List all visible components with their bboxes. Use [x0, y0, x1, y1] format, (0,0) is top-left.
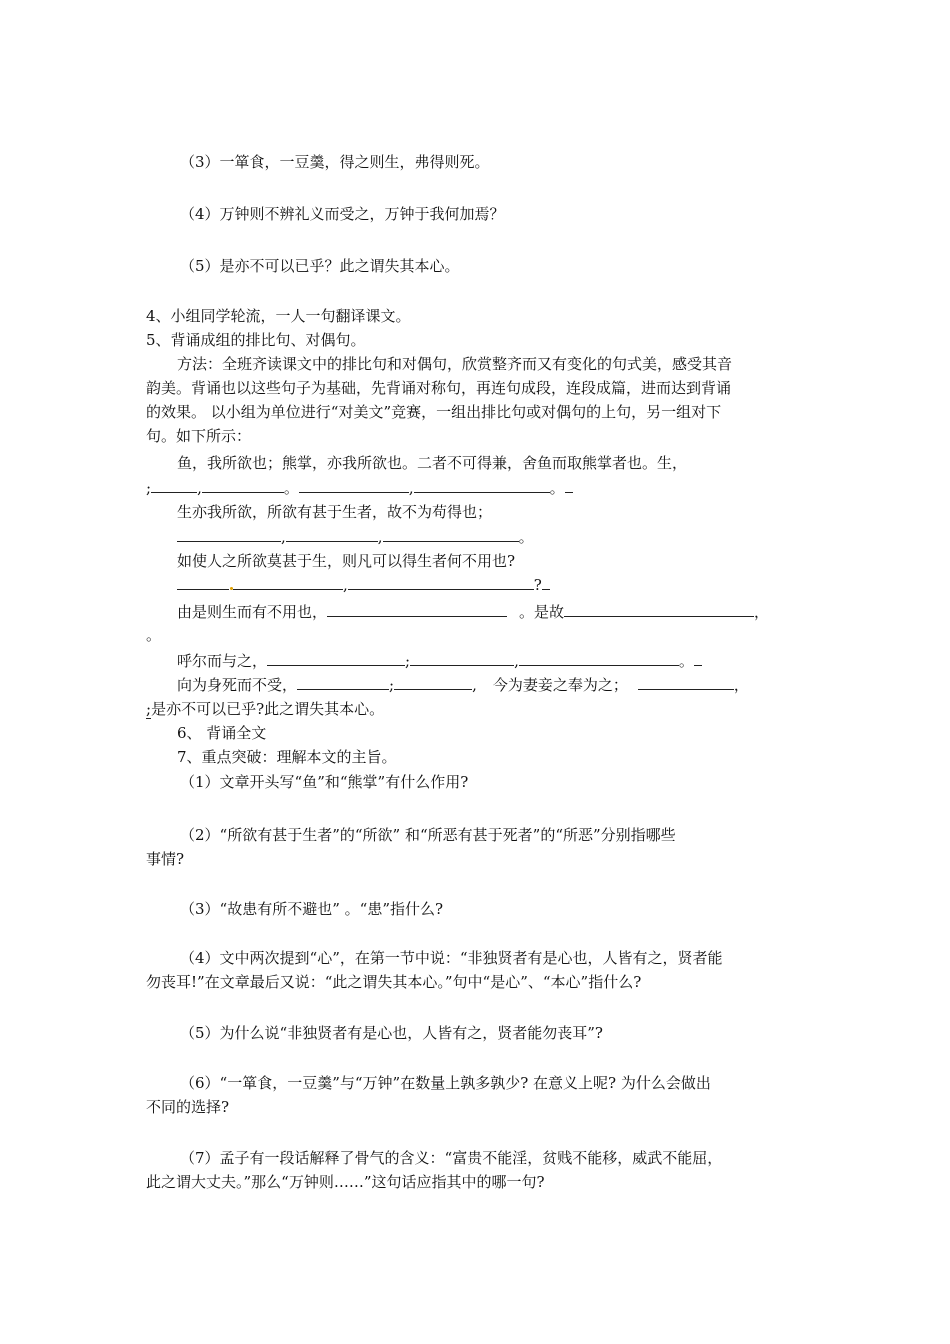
fill-line-9[interactable] — [177, 650, 702, 671]
punct: , — [472, 676, 477, 694]
punct: 。 — [678, 652, 694, 670]
text: 今为妻妾之奉为之； — [492, 676, 628, 694]
fill-line-4[interactable] — [177, 526, 534, 547]
fill-line-5: 如使人之所欲莫甚于生，则凡可以得生者何不用也? — [177, 552, 516, 570]
blank[interactable] — [410, 650, 514, 666]
punct: ; — [146, 700, 152, 718]
step-6: 6、 背诵全文 — [177, 724, 267, 742]
punct: , — [408, 479, 414, 497]
punct: , — [281, 528, 286, 546]
q7-3: （3）“故患有所不避也” 。“患”指什么? — [180, 900, 444, 918]
q7-5: （5）为什么说“非独贤者有是心也，人皆有之，贤者能勿丧耳”? — [180, 1024, 603, 1042]
fill-line-11 — [146, 699, 384, 719]
punct: 。 — [518, 528, 534, 546]
blank[interactable] — [383, 526, 519, 542]
text: ， — [733, 676, 749, 694]
blank[interactable] — [348, 574, 534, 590]
blank[interactable] — [286, 526, 378, 542]
blank[interactable] — [299, 477, 409, 493]
step-4: 4、小组同学轮流，一人一句翻译课文。 — [146, 307, 411, 325]
punct: ? — [533, 576, 542, 594]
question-3-top: （3）一箪食，一豆羹，得之则生，弗得则死。 — [180, 153, 490, 171]
fill-line-2[interactable] — [146, 477, 573, 498]
q7-7-line-2: 此之谓大丈夫。”那么“万钟则……”这句话应指其中的哪一句? — [146, 1173, 545, 1191]
blank[interactable] — [233, 574, 343, 590]
text: 是亦不可以已乎?此之谓失其本心。 — [151, 700, 385, 718]
step-7: 7、重点突破：理解本文的主旨。 — [177, 748, 397, 766]
blank[interactable] — [542, 574, 550, 590]
blank[interactable] — [297, 674, 389, 690]
text: 向为身死而不受， — [177, 676, 298, 694]
punct: , — [377, 528, 383, 546]
blank[interactable] — [694, 650, 702, 666]
punct: , — [514, 652, 519, 670]
blank[interactable] — [177, 574, 229, 590]
question-4-top: （4）万钟则不辨礼义而受之，万钟于我何加焉？ — [180, 205, 505, 223]
method-line-2: 韵美。背诵也以这些句子为基础，先背诵对称句，再连句成段，连段成篇，进而达到背诵 — [146, 379, 732, 397]
q7-6-line-2: 不同的选择? — [146, 1098, 230, 1116]
fill-line-10[interactable] — [177, 674, 749, 695]
punct: 。 — [549, 479, 565, 497]
q7-7-line-1: （7）孟子有一段话解释了骨气的含义：“富贵不能淫，贫贱不能移，威武不能屈， — [180, 1149, 723, 1167]
blank[interactable] — [414, 477, 550, 493]
method-line-1: 方法：全班齐读课文中的排比句和对偶句，欣赏整齐而又有变化的句式美，感受其音 — [177, 355, 733, 373]
q7-1: （1）文章开头写“鱼”和“熊掌”有什么作用? — [180, 773, 469, 791]
punct: 。 — [283, 479, 299, 497]
blank[interactable] — [565, 477, 573, 493]
punct: , — [343, 576, 348, 594]
blank[interactable] — [327, 601, 507, 617]
text: ， — [754, 603, 770, 621]
punct: ; — [389, 676, 395, 694]
blank[interactable] — [638, 674, 734, 690]
step-5: 5、背诵成组的排比句、对偶句。 — [146, 331, 366, 349]
fill-line-7[interactable] — [177, 601, 769, 622]
q7-2-line-2: 事情? — [146, 850, 185, 868]
blank[interactable] — [519, 650, 679, 666]
q7-4-line-1: （4）文中两次提到“心”，在第一节中说：“非独贤者有是心也，人皆有之，贤者能 — [180, 949, 723, 967]
q7-6-line-1: （6）“一箪食，一豆羹”与“万钟”在数量上孰多孰少? 在意义上呢? 为什么会做出 — [180, 1074, 711, 1092]
q7-4-line-2: 勿丧耳!”在文章最后又说：“此之谓失其本心。”句中“是心”、“本心”指什么? — [146, 973, 642, 991]
text: 由是则生而有不用也， — [177, 603, 328, 621]
punct: ; — [405, 652, 411, 670]
blank[interactable] — [394, 674, 472, 690]
method-line-4: 句。如下所示： — [146, 427, 252, 445]
fill-line-3: 生亦我所欲，所欲有甚于生者，故不为苟得也； — [177, 503, 493, 521]
text: 。是故 — [519, 603, 565, 621]
punct: , — [197, 479, 202, 497]
fill-line-8: 。 — [146, 626, 162, 644]
blank[interactable] — [564, 601, 754, 617]
blank[interactable] — [177, 526, 281, 542]
q7-2-line-1: （2）“所欲有甚于生者”的“所欲” 和“所恶有甚于死者”的“所恶”分别指哪些 — [180, 826, 676, 844]
method-line-3: 的效果。 以小组为单位进行“对美文”竞赛，一组出排比句或对偶句的上句，另一组对下 — [146, 403, 722, 421]
fill-line-6[interactable] — [177, 574, 550, 595]
punct: ; — [146, 479, 152, 497]
blank[interactable] — [151, 477, 197, 493]
fill-line-1: 鱼，我所欲也；熊掌，亦我所欲也。二者不可得兼，舍鱼而取熊掌者也。生， — [177, 454, 688, 472]
question-5-top: （5）是亦不可以已乎？此之谓失其本心。 — [180, 257, 460, 275]
blank[interactable] — [202, 477, 284, 493]
text: 呼尔而与之， — [177, 652, 268, 670]
blank[interactable] — [267, 650, 405, 666]
